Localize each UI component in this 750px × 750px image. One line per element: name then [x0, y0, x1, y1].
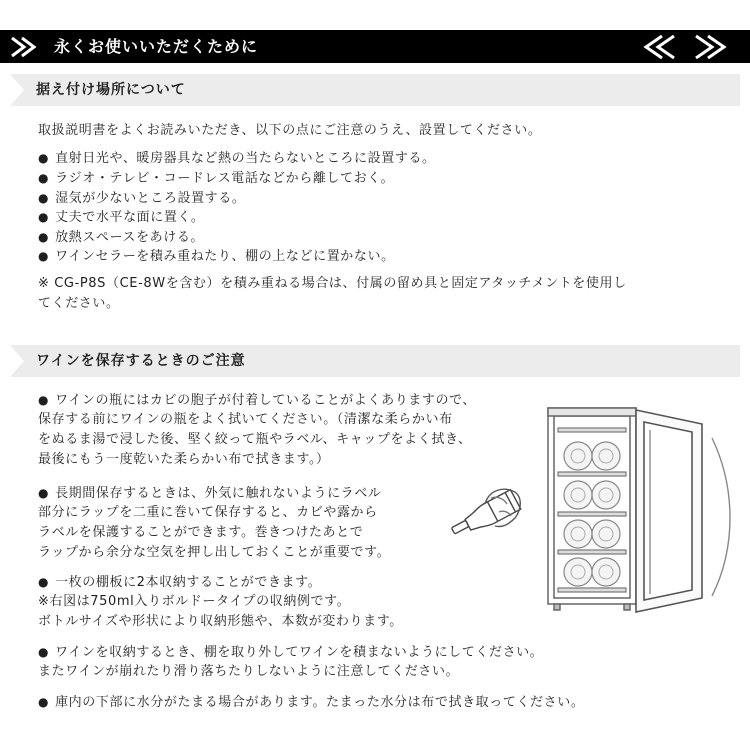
section-heading-label: 据え付け場所について: [36, 82, 186, 98]
storage-paragraph-line: をぬるま湯で浸した後、堅く絞って瓶やラベル、キャップをよく拭き、: [38, 432, 472, 447]
section-heading-wine-storage: [10, 345, 740, 377]
installation-bullet: ● ワインセラーを積み重ねたり、棚の上などに置かない。: [38, 246, 395, 267]
top-banner: [0, 30, 750, 63]
storage-paragraph-line: 保存する前にワインの瓶をよく拭いてください。（清潔な柔らかい布: [38, 412, 453, 427]
storage-paragraph-line: ラップから余分な空気を押し出しておくことが重要です。: [38, 545, 391, 560]
wine-cellar-illustration: [540, 398, 740, 620]
installation-intro: 取扱説明書をよくお読みいただき、以下の点にご注意のうえ、設置してください。: [38, 123, 542, 138]
stacking-note: ※ CG-P8S（CE-8Wを含む）を積み重ねる場合は、付属の留め具と固定アタッチメントを使用し: [38, 276, 627, 291]
storage-paragraph: ● ワインを収納するとき、棚を取り外してワインを積まないようにしてください。: [38, 642, 543, 663]
chevron-right-icon: [8, 36, 38, 58]
heading-notch-icon: [10, 345, 26, 377]
installation-bullet: ● 丈夫で水平な面に置く。: [38, 207, 204, 228]
storage-paragraph-line: 部分にラップを二重に巻いて保存すると、カビや露から: [38, 505, 378, 520]
heading-notch-icon: [10, 74, 26, 106]
installation-bullet: ● 湿気が少ないところ設置する。: [38, 188, 245, 209]
storage-paragraph-line: またワインが崩れたり滑り落ちたりしないように注意してください。: [38, 664, 460, 679]
storage-paragraph-line: ラベルを保護することができます。巻きつけたあとで: [38, 525, 364, 540]
storage-paragraph: ● ワインの瓶にはカビの胞子が付着していることがよくありますので、: [38, 390, 476, 411]
installation-bullet: ● 放熱スペースをあける。: [38, 227, 204, 248]
section-heading-installation: [10, 74, 740, 106]
bottle-wrap-illustration: [445, 482, 530, 554]
storage-paragraph-line: 最後にもう一度乾いた柔らかい布で拭きます。）: [38, 452, 330, 467]
double-chevron-icon: [640, 34, 730, 60]
installation-bullet: ● 直射日光や、暖房器具など熱の当たらないところに設置する。: [38, 148, 436, 169]
storage-paragraph: ● 長期間保存するときは、外気に触れないようにラベル: [38, 483, 381, 504]
section-heading-label: ワインを保存するときのご注意: [36, 353, 246, 369]
storage-paragraph-line: ※右図は750ml入りボルドータイプの収納例です。: [38, 594, 351, 609]
storage-paragraph-line: ボトルサイズや形状により収納形態や、本数が変わります。: [38, 614, 403, 629]
storage-paragraph: ● 一枚の棚板に2本収納することができます。: [38, 572, 321, 593]
storage-paragraph: ● 庫内の下部に水分がたまる場合があります。たまった水分は布で拭き取ってください。: [38, 692, 584, 713]
banner-title: 永くお使いいただくために: [54, 37, 259, 56]
installation-bullet: ● ラジオ・テレビ・コードレス電話などから離しておく。: [38, 168, 394, 189]
stacking-note: てください。: [38, 296, 120, 311]
